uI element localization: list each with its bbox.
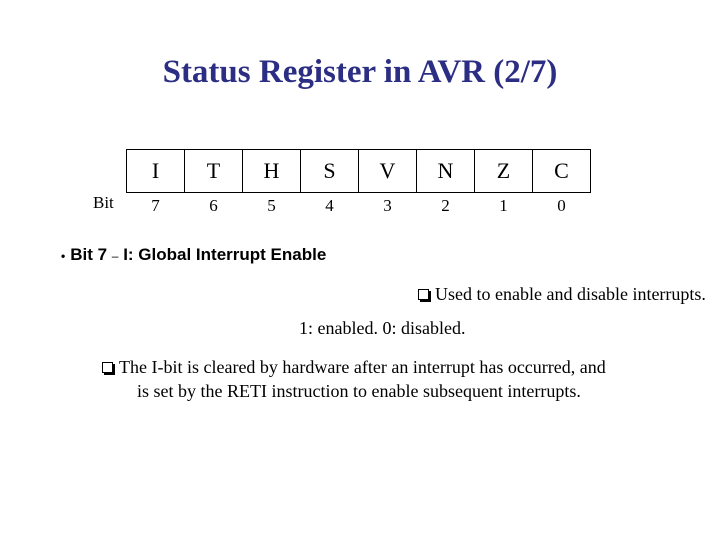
sub-item-text: Used to enable and disable interrupts. <box>435 284 706 304</box>
status-register-table <box>126 149 591 219</box>
flag-cell: Z <box>475 150 533 193</box>
flag-cell: S <box>301 150 359 193</box>
flag-cell: N <box>417 150 475 193</box>
sub-item-enable <box>418 284 706 305</box>
sub-item-text-line2: is set by the RETI instruction to enable subsequent interrupts. <box>137 381 581 401</box>
bit-number-cell: 4 <box>325 196 334 215</box>
flag-row <box>127 150 591 193</box>
checkbox-square-icon <box>102 362 113 373</box>
flag-cell: V <box>359 150 417 193</box>
page-title: Status Register in AVR (2/7) <box>162 54 558 90</box>
flag-cell: I <box>127 150 185 193</box>
bit-number-row <box>127 193 591 220</box>
checkbox-square-icon <box>418 289 429 300</box>
bit-number-cell: 5 <box>267 196 276 215</box>
bit-row-label: Bit <box>93 193 114 212</box>
bullet-tail: I: Global Interrupt Enable <box>123 245 327 264</box>
bullet-dot-icon: • <box>61 248 66 263</box>
flag-cell: C <box>533 150 591 193</box>
bullet-head: Bit 7 <box>70 245 108 264</box>
sub-item-cleared <box>102 355 702 403</box>
sub-item-values: 1: enabled. 0: disabled. <box>299 318 466 338</box>
flag-cell: T <box>185 150 243 193</box>
bit-number-cell: 1 <box>499 196 508 215</box>
bullet-dash: – <box>111 249 119 263</box>
flag-cell: H <box>243 150 301 193</box>
bit-number-cell: 7 <box>151 196 160 215</box>
main-bullet <box>61 245 326 265</box>
bit-number-cell: 2 <box>441 196 450 215</box>
sub-item-text-line1: The I-bit is cleared by hardware after an interrupt has occurred, and <box>119 357 606 377</box>
bit-number-cell: 6 <box>209 196 218 215</box>
bit-number-cell: 0 <box>557 196 566 215</box>
bit-number-cell: 3 <box>383 196 392 215</box>
